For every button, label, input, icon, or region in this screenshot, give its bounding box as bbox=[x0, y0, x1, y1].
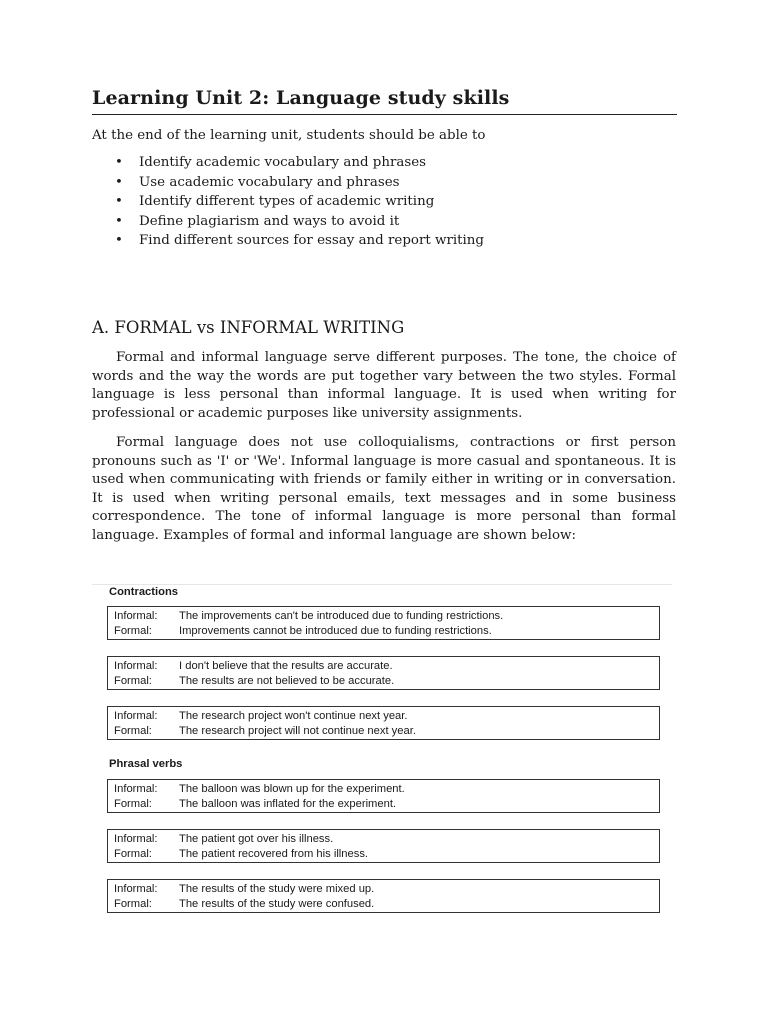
list-item: • Use academic vocabulary and phrases bbox=[115, 173, 484, 193]
informal-sentence: The research project won't continue next year. bbox=[179, 710, 408, 722]
informal-label: Informal: bbox=[114, 883, 158, 895]
title-rule bbox=[92, 114, 677, 115]
page-title: Learning Unit 2: Language study skills bbox=[92, 87, 510, 109]
formal-row bbox=[114, 847, 368, 862]
informal-row bbox=[114, 782, 405, 797]
example-box bbox=[107, 779, 660, 813]
bullet-icon: • bbox=[115, 213, 123, 229]
formal-sentence: The results are not believed to be accurate. bbox=[179, 675, 395, 687]
section-heading: A. FORMAL vs INFORMAL WRITING bbox=[92, 318, 405, 337]
informal-row bbox=[114, 882, 374, 897]
learning-objectives-list bbox=[115, 153, 484, 251]
formal-row bbox=[114, 674, 394, 689]
informal-label: Informal: bbox=[114, 660, 158, 672]
formal-sentence: The results of the study were confused. bbox=[179, 898, 375, 910]
category-heading-phrasal-verbs: Phrasal verbs bbox=[109, 758, 183, 770]
formal-label: Formal: bbox=[114, 675, 152, 687]
formal-sentence: The balloon was inflated for the experiment. bbox=[179, 798, 397, 810]
informal-sentence: The results of the study were mixed up. bbox=[179, 883, 375, 895]
formal-row bbox=[114, 797, 396, 812]
informal-label: Informal: bbox=[114, 783, 158, 795]
figure-top-border bbox=[92, 584, 672, 585]
paragraph-formal-language-features: Formal language does not use colloquialisms, contractions or first person pronouns such as 'I' or 'We'. Informal language is more casual and spontaneous. It is used when communicating with friends or family either in writing or in conversation. It is used when writing personal emails, text messages and in some business correspondence. The tone of informal language is more personal than formal language. Examples of formal and informal language are shown below: bbox=[92, 435, 676, 543]
list-item: • Identify academic vocabulary and phrases bbox=[115, 153, 484, 173]
informal-sentence: The balloon was blown up for the experiment. bbox=[179, 783, 405, 795]
formal-label: Formal: bbox=[114, 725, 152, 737]
informal-row bbox=[114, 609, 503, 624]
formal-row bbox=[114, 724, 416, 739]
paragraph-formal-informal-purposes: Formal and informal language serve different purposes. The tone, the choice of words and the way the words are put together vary between the two styles. Formal language is less personal than informal language. It is used when writing for professional or academic purposes like university assignments. bbox=[92, 350, 676, 421]
informal-label: Informal: bbox=[114, 610, 158, 622]
informal-row bbox=[114, 832, 333, 847]
bullet-icon: • bbox=[115, 174, 123, 190]
example-box bbox=[107, 606, 660, 640]
bullet-icon: • bbox=[115, 233, 123, 248]
formal-label: Formal: bbox=[114, 625, 152, 637]
example-box bbox=[107, 829, 660, 863]
bullet-icon: • bbox=[115, 155, 123, 170]
informal-row bbox=[114, 709, 408, 724]
formal-label: Formal: bbox=[114, 898, 152, 910]
formal-row bbox=[114, 897, 374, 912]
formal-row bbox=[114, 624, 492, 639]
example-box bbox=[107, 879, 660, 913]
informal-sentence: The patient got over his illness. bbox=[179, 833, 334, 845]
informal-row bbox=[114, 659, 393, 674]
bullet-icon: • bbox=[115, 194, 123, 209]
list-item: • Find different sources for essay and report writing bbox=[115, 231, 484, 251]
formal-label: Formal: bbox=[114, 798, 152, 810]
example-box bbox=[107, 706, 660, 740]
formal-label: Formal: bbox=[114, 848, 152, 860]
formal-sentence: The patient recovered from his illness. bbox=[179, 848, 369, 860]
list-item: • Define plagiarism and ways to avoid it bbox=[115, 212, 484, 232]
example-box bbox=[107, 656, 660, 690]
informal-label: Informal: bbox=[114, 710, 158, 722]
informal-sentence: I don't believe that the results are accurate. bbox=[179, 660, 393, 672]
list-item: • Identify different types of academic writing bbox=[115, 192, 484, 212]
intro-text: At the end of the learning unit, students should be able to bbox=[92, 128, 486, 143]
category-heading-contractions: Contractions bbox=[109, 586, 178, 598]
informal-sentence: The improvements can't be introduced due to funding restrictions. bbox=[179, 610, 504, 622]
formal-sentence: The research project will not continue next year. bbox=[179, 725, 416, 737]
formal-sentence: Improvements cannot be introduced due to funding restrictions. bbox=[179, 625, 492, 637]
informal-label: Informal: bbox=[114, 833, 158, 845]
